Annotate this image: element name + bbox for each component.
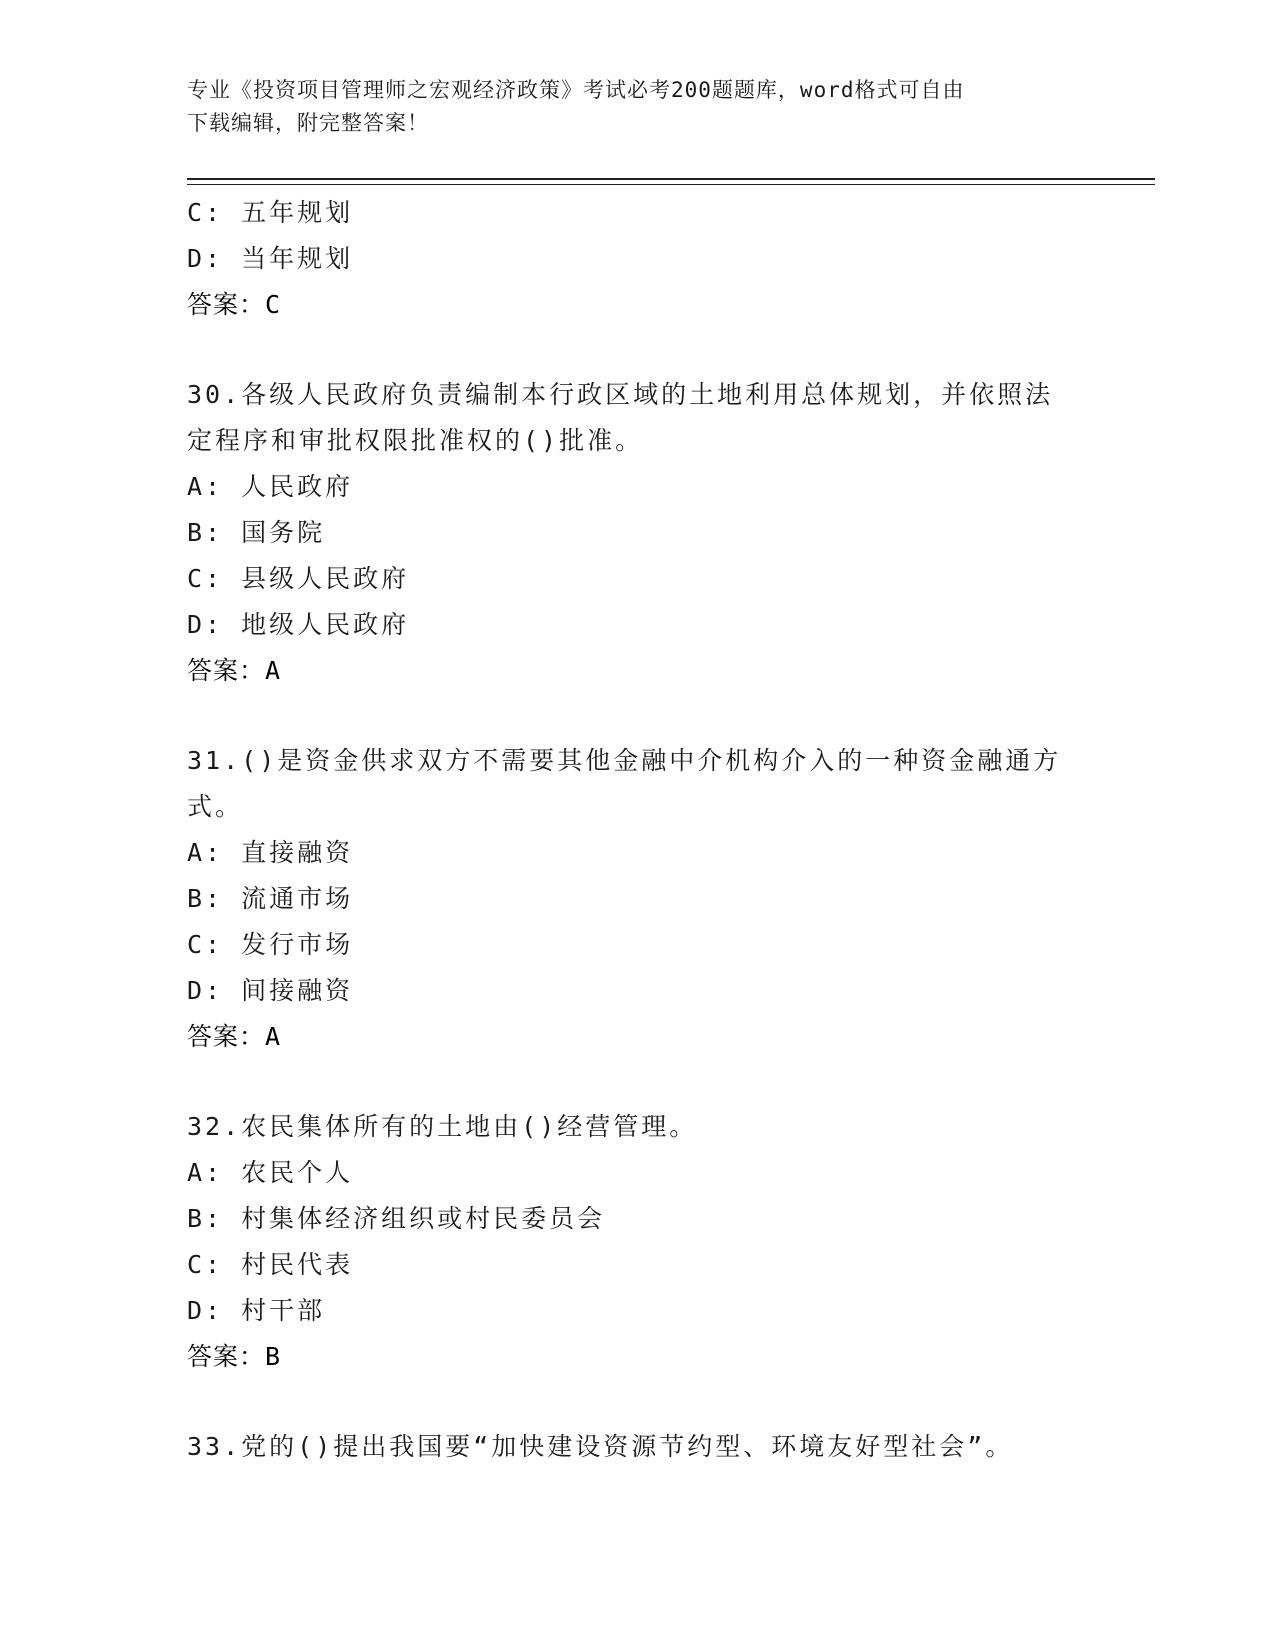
option-d: D: 地级人民政府 <box>187 610 410 639</box>
answer-line: 答案：B <box>187 1342 282 1371</box>
question-stem-cont: 定程序和审批权限批准权的()批准。 <box>187 426 644 455</box>
question-stem: 32.农民集体所有的土地由()经营管理。 <box>187 1112 698 1141</box>
header-divider-thin <box>187 184 1155 185</box>
option-a: A: 农民个人 <box>187 1158 354 1187</box>
option-d: D: 当年规划 <box>187 244 354 273</box>
question-stem: 31.()是资金供求双方不需要其他金融中介机构介入的一种资金融通方 <box>187 746 1062 775</box>
header-line-2: 下载编辑，附完整答案！ <box>187 111 429 135</box>
question-block-29 <box>187 190 1087 328</box>
document-header <box>187 74 1087 140</box>
question-stem-cont: 式。 <box>187 792 244 821</box>
question-stem: 30.各级人民政府负责编制本行政区域的土地利用总体规划，并依照法 <box>187 380 1054 409</box>
question-block-31 <box>187 738 1087 1060</box>
option-a: A: 人民政府 <box>187 472 354 501</box>
question-list <box>187 190 1087 1470</box>
header-divider-thick <box>187 178 1155 180</box>
question-block-32 <box>187 1104 1087 1380</box>
question-block-30 <box>187 372 1087 694</box>
question-stem: 33.党的()提出我国要“加快建设资源节约型、环境友好型社会”。 <box>187 1432 1014 1461</box>
option-d: D: 间接融资 <box>187 976 354 1005</box>
option-c: C: 发行市场 <box>187 930 354 959</box>
option-a: A: 直接融资 <box>187 838 354 867</box>
option-b: B: 国务院 <box>187 518 326 547</box>
question-block-33 <box>187 1424 1087 1470</box>
answer-line: 答案：C <box>187 290 282 319</box>
option-c: C: 县级人民政府 <box>187 564 410 593</box>
option-c: C: 村民代表 <box>187 1250 354 1279</box>
answer-line: 答案：A <box>187 1022 282 1051</box>
option-b: B: 流通市场 <box>187 884 354 913</box>
option-d: D: 村干部 <box>187 1296 326 1325</box>
option-c: C: 五年规划 <box>187 198 354 227</box>
answer-line: 答案：A <box>187 656 282 685</box>
option-b: B: 村集体经济组织或村民委员会 <box>187 1204 606 1233</box>
header-line-1: 专业《投资项目管理师之宏观经济政策》考试必考200题题库，word格式可自由 <box>187 78 965 102</box>
